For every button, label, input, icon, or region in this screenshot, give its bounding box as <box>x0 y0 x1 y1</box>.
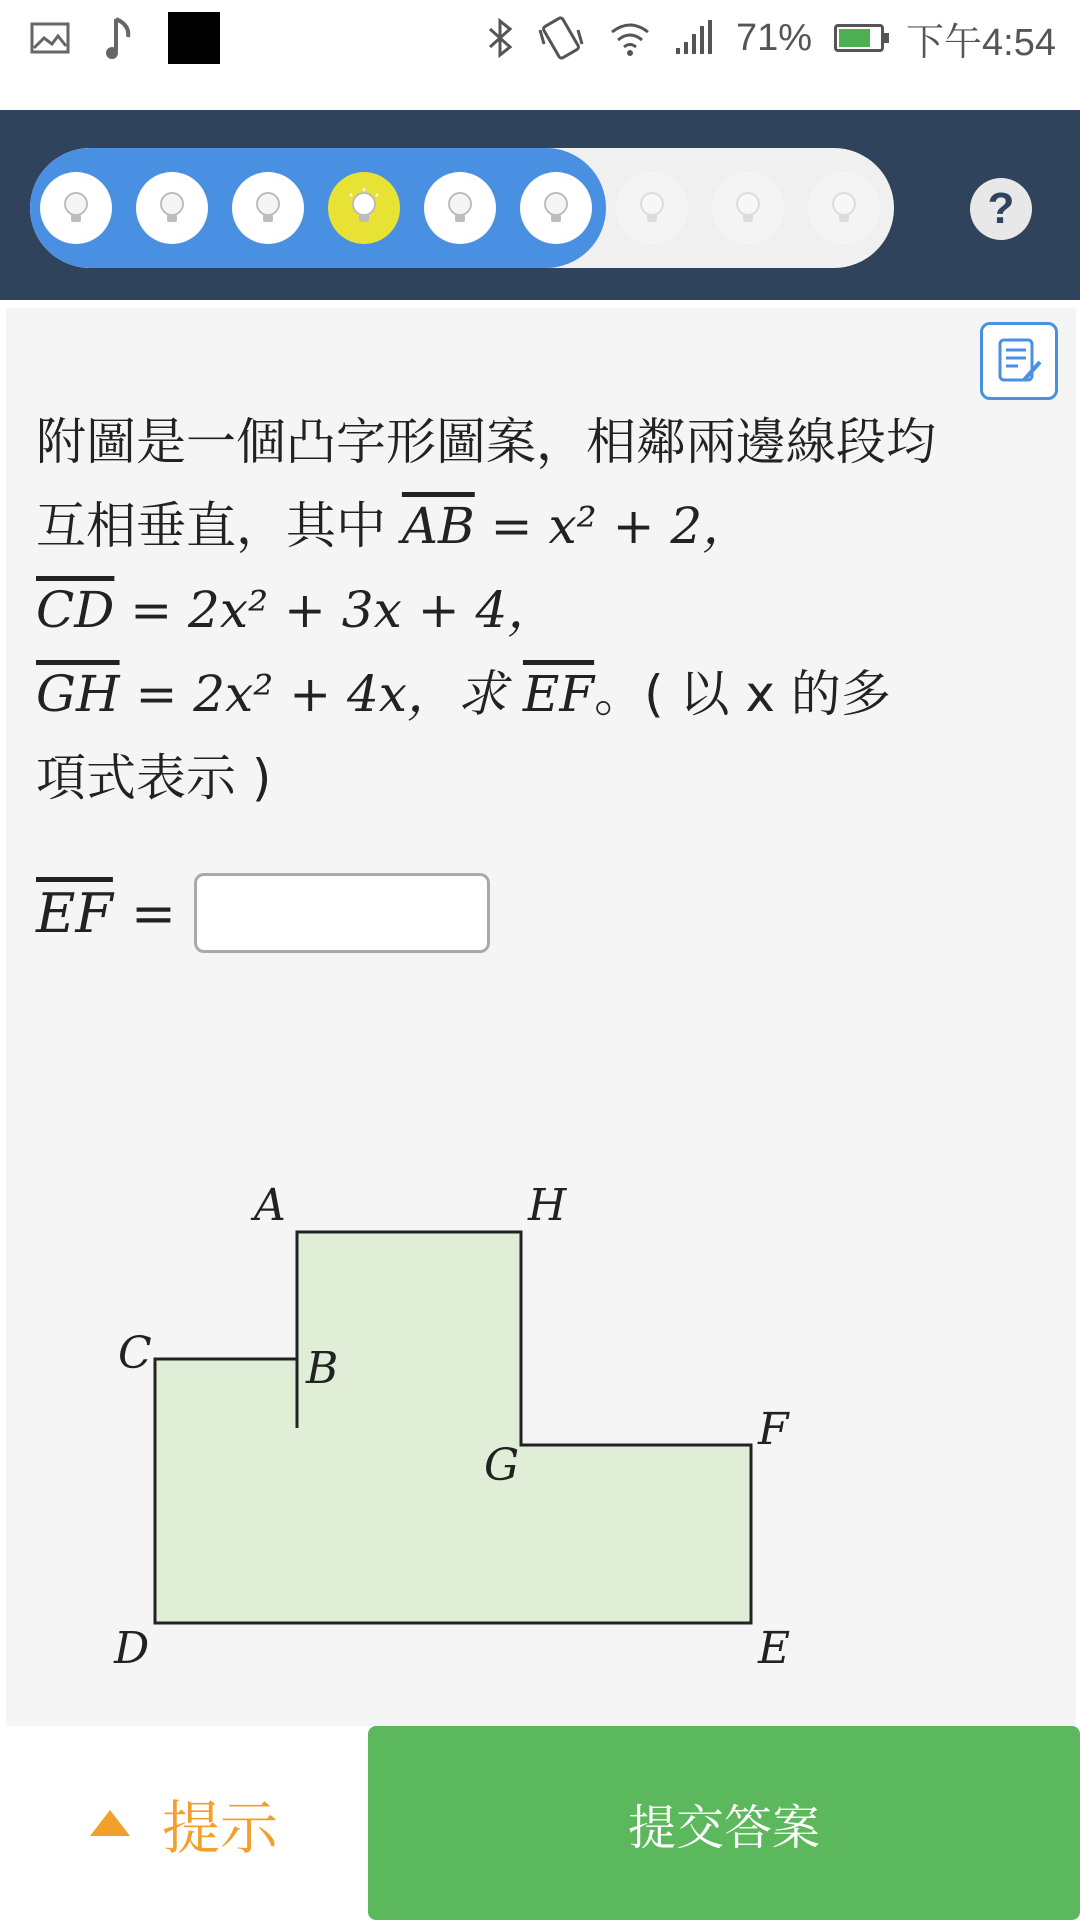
lightbulb-icon <box>630 186 674 230</box>
figure <box>6 1068 1076 1768</box>
help-button[interactable]: ? <box>970 178 1032 240</box>
label-g: G <box>484 1440 520 1491</box>
hint-label: 提示 <box>161 1794 278 1862</box>
segment-ef: $\overline{EF}$ <box>522 665 595 723</box>
progress-step-1[interactable] <box>40 172 112 244</box>
progress-step-3[interactable] <box>232 172 304 244</box>
lightbulb-icon <box>726 186 770 230</box>
gh-expression: = 2x² + 4x，求 <box>135 665 507 723</box>
answer-input[interactable] <box>194 873 490 953</box>
bottom-bar <box>0 1726 1080 1920</box>
cd-expression: = 2x² + 3x + 4， <box>130 581 558 639</box>
answer-row <box>36 868 490 958</box>
question-line-4 <box>36 652 1026 736</box>
label-h: H <box>528 1180 567 1231</box>
lightbulb-icon <box>342 186 386 230</box>
progress-track <box>30 148 894 268</box>
progress-step-4[interactable] <box>328 172 400 244</box>
clock: 下午4:54 <box>906 21 1056 64</box>
app-header <box>0 110 1080 300</box>
label-c: C <box>118 1328 152 1379</box>
bluetooth-icon <box>486 17 514 59</box>
caret-up-icon <box>88 1808 132 1838</box>
battery-percent: 71% <box>735 16 813 59</box>
lightbulb-icon <box>534 186 578 230</box>
progress-step-6[interactable] <box>520 172 592 244</box>
lightbulb-icon <box>150 186 194 230</box>
shape-polygon <box>155 1232 751 1623</box>
lightbulb-icon <box>54 186 98 230</box>
progress-step-9[interactable] <box>808 172 880 244</box>
label-b: B <box>306 1343 339 1394</box>
question-line-1: 附圖是一個凸字形圖案，相鄰兩邊線段均 <box>36 413 936 471</box>
gallery-icon <box>30 22 70 54</box>
signal-icon <box>674 20 714 56</box>
convex-shape-figure <box>6 1068 1076 1768</box>
battery-fill <box>839 29 870 47</box>
lightbulb-icon <box>246 186 290 230</box>
segment-cd: $\overline{CD}$ <box>36 581 115 639</box>
notes-button[interactable] <box>980 322 1058 400</box>
label-e: E <box>758 1623 791 1674</box>
question-line-2-text: 互相垂直，其中 <box>36 497 386 555</box>
wifi-icon <box>608 18 652 58</box>
ab-expression: = x² + 2， <box>490 497 753 555</box>
question-text <box>36 400 1026 820</box>
progress-step-8[interactable] <box>712 172 784 244</box>
hint-button[interactable] <box>0 1726 366 1920</box>
question-line-2 <box>36 484 1026 568</box>
progress-step-5[interactable] <box>424 172 496 244</box>
edit-note-icon <box>994 336 1044 386</box>
label-d: D <box>114 1623 150 1674</box>
submit-answer-button[interactable]: 提交答案 <box>368 1726 1080 1920</box>
question-tail: 。( 以 x 的多 <box>594 665 891 723</box>
progress-step-7[interactable] <box>616 172 688 244</box>
label-f: F <box>758 1404 789 1455</box>
battery-icon <box>834 24 884 52</box>
segment-ab: $\overline{AB}$ <box>401 497 475 555</box>
vibrate-icon <box>536 16 586 60</box>
label-a: A <box>254 1180 286 1231</box>
status-left-icons <box>30 12 220 64</box>
lightbulb-icon <box>822 186 866 230</box>
question-line-5: 項式表示 ) <box>36 749 272 807</box>
status-right-icons <box>486 12 1056 64</box>
lightbulb-icon <box>438 186 482 230</box>
answer-equals: = <box>130 881 177 945</box>
progress-step-2[interactable] <box>136 172 208 244</box>
question-line-3 <box>36 568 1026 652</box>
question-card <box>6 308 1076 1728</box>
music-note-icon <box>104 15 134 61</box>
segment-gh: $\overline{GH}$ <box>36 665 120 723</box>
answer-label: $\overline{EF}$ <box>36 881 113 945</box>
app-notification-icon <box>168 12 220 64</box>
status-bar <box>0 0 1080 110</box>
